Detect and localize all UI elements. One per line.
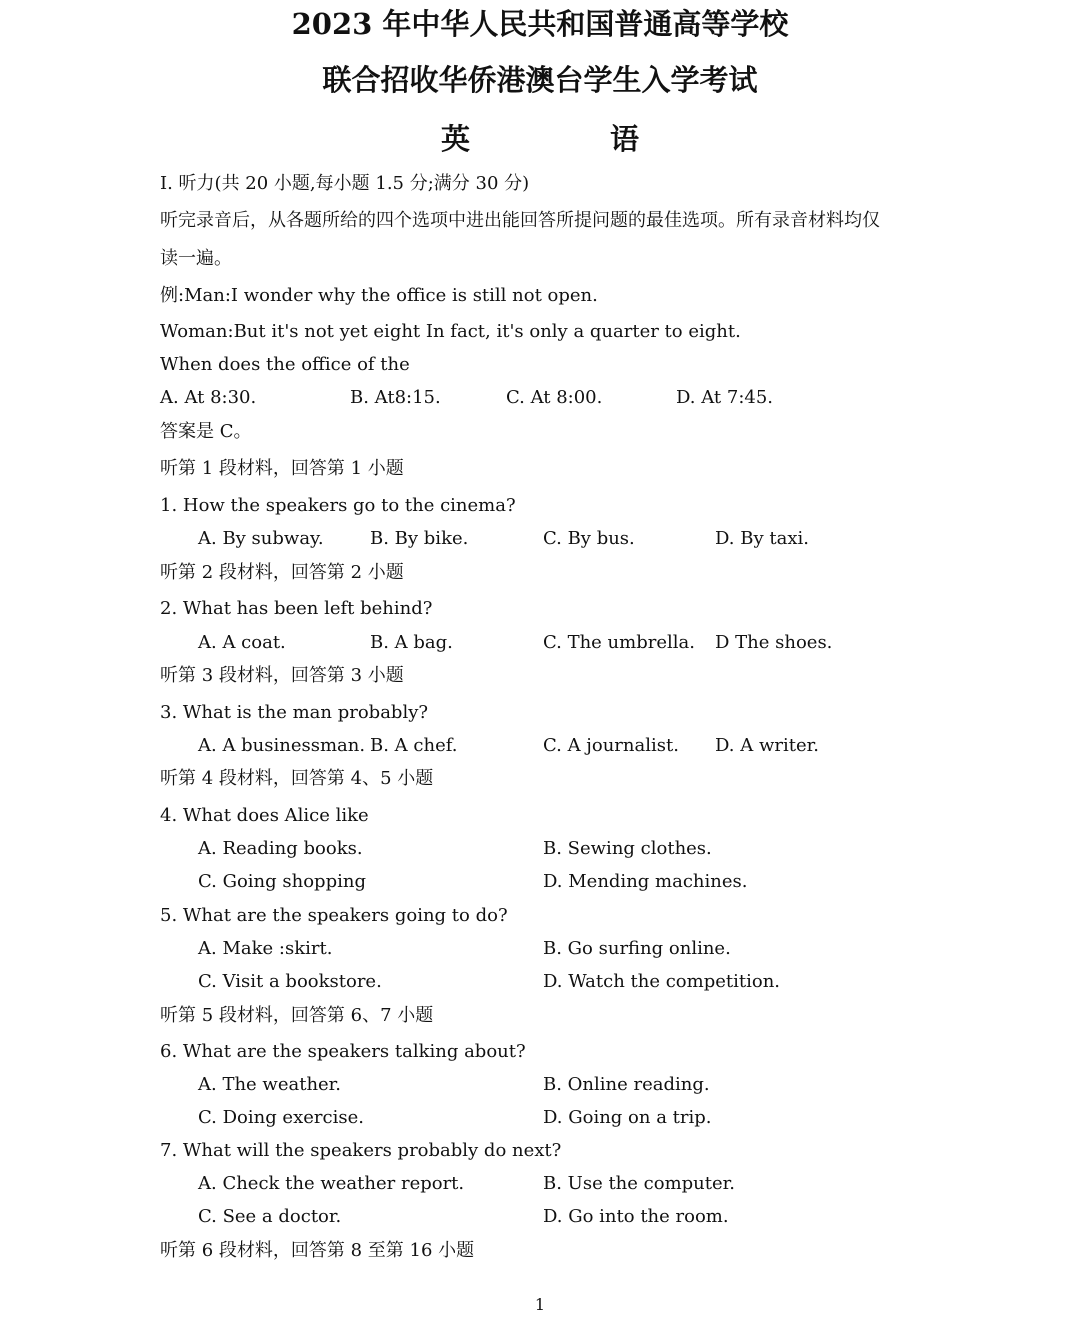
example-option-c: C. At 8:00. — [506, 387, 603, 408]
question-1: 1. How the speakers go to the cinema? — [160, 495, 516, 516]
example-question: When does the office of the — [160, 354, 410, 375]
q4-option-b: B. Sewing clothes. — [543, 838, 712, 859]
example-option-b: B. At8:15. — [350, 387, 441, 408]
q7-option-a: A. Check the weather report. — [198, 1173, 465, 1194]
instruction-line-1: 听完录音后，从各题所给的四个选项中进出能回答所提问题的最佳选项。所有录音材料均仅 — [160, 210, 880, 231]
example-option-d: D. At 7:45. — [676, 387, 774, 408]
q3-option-b: B. A chef. — [370, 735, 458, 756]
q1-option-a: A. By subway. — [198, 528, 324, 549]
q3-option-c: C. A journalist. — [543, 735, 679, 756]
segment-heading-1: 听第 1 段材料，回答第 1 小题 — [160, 458, 404, 479]
example-answer: 答案是 C。 — [160, 421, 252, 442]
q5-option-a: A. Make :skirt. — [198, 938, 333, 959]
instruction-line-2: 读一遍。 — [160, 248, 232, 269]
q5-option-c: C. Visit a bookstore. — [198, 971, 382, 992]
q5-option-d: D. Watch the competition. — [543, 971, 781, 992]
q6-option-c: C. Doing exercise. — [198, 1107, 364, 1128]
section-heading: I. 听力(共 20 小题,每小题 1.5 分;满分 30 分) — [160, 173, 530, 194]
subject-char-1: 英 — [440, 122, 470, 156]
subject-title — [0, 117, 1080, 158]
q2-option-b: B. A bag. — [370, 632, 453, 653]
example-line-1: 例:Man:I wonder why the office is still not open. — [160, 285, 598, 306]
subject-char-2: 语 — [610, 122, 640, 156]
q4-option-a: A. Reading books. — [198, 838, 363, 859]
question-4: 4. What does Alice like — [160, 805, 369, 826]
segment-heading-6: 听第 6 段材料，回答第 8 至第 16 小题 — [160, 1240, 475, 1261]
question-7: 7. What will the speakers probably do next? — [160, 1140, 562, 1161]
q6-option-d: D. Going on a trip. — [543, 1107, 712, 1128]
example-option-a: A. At 8:30. — [160, 387, 257, 408]
exam-title-line1: 2023 年中华人民共和国普通高等学校 — [291, 7, 789, 41]
q1-option-c: C. By bus. — [543, 528, 635, 549]
q5-option-b: B. Go surfing online. — [543, 938, 731, 959]
q4-option-c: C. Going shopping — [198, 871, 366, 892]
segment-heading-3: 听第 3 段材料，回答第 3 小题 — [160, 665, 404, 686]
q3-option-d: D. A writer. — [715, 735, 819, 756]
q1-option-d: D. By taxi. — [715, 528, 809, 549]
segment-heading-4: 听第 4 段材料，回答第 4、5 小题 — [160, 768, 434, 789]
q7-option-b: B. Use the computer. — [543, 1173, 735, 1194]
segment-heading-2: 听第 2 段材料，回答第 2 小题 — [160, 562, 404, 583]
q7-option-d: D. Go into the room. — [543, 1206, 729, 1227]
page-number: 1 — [534, 1295, 546, 1314]
q7-option-c: C. See a doctor. — [198, 1206, 342, 1227]
q2-option-d: D The shoes. — [715, 632, 833, 653]
q2-option-a: A. A coat. — [198, 632, 286, 653]
q3-option-a: A. A businessman. — [198, 735, 366, 756]
question-2: 2. What has been left behind? — [160, 598, 433, 619]
example-line-2: Woman:But it's not yet eight In fact, it's only a quarter to eight. — [160, 321, 741, 342]
segment-heading-5: 听第 5 段材料，回答第 6、7 小题 — [160, 1005, 434, 1026]
question-3: 3. What is the man probably? — [160, 702, 429, 723]
question-5: 5. What are the speakers going to do? — [160, 905, 508, 926]
q4-option-d: D. Mending machines. — [543, 871, 748, 892]
q1-option-b: B. By bike. — [370, 528, 469, 549]
q6-option-a: A. The weather. — [198, 1074, 342, 1095]
exam-title-line2: 联合招收华侨港澳台学生入学考试 — [322, 63, 758, 97]
question-6: 6. What are the speakers talking about? — [160, 1041, 526, 1062]
q6-option-b: B. Online reading. — [543, 1074, 710, 1095]
q2-option-c: C. The umbrella. — [543, 632, 695, 653]
